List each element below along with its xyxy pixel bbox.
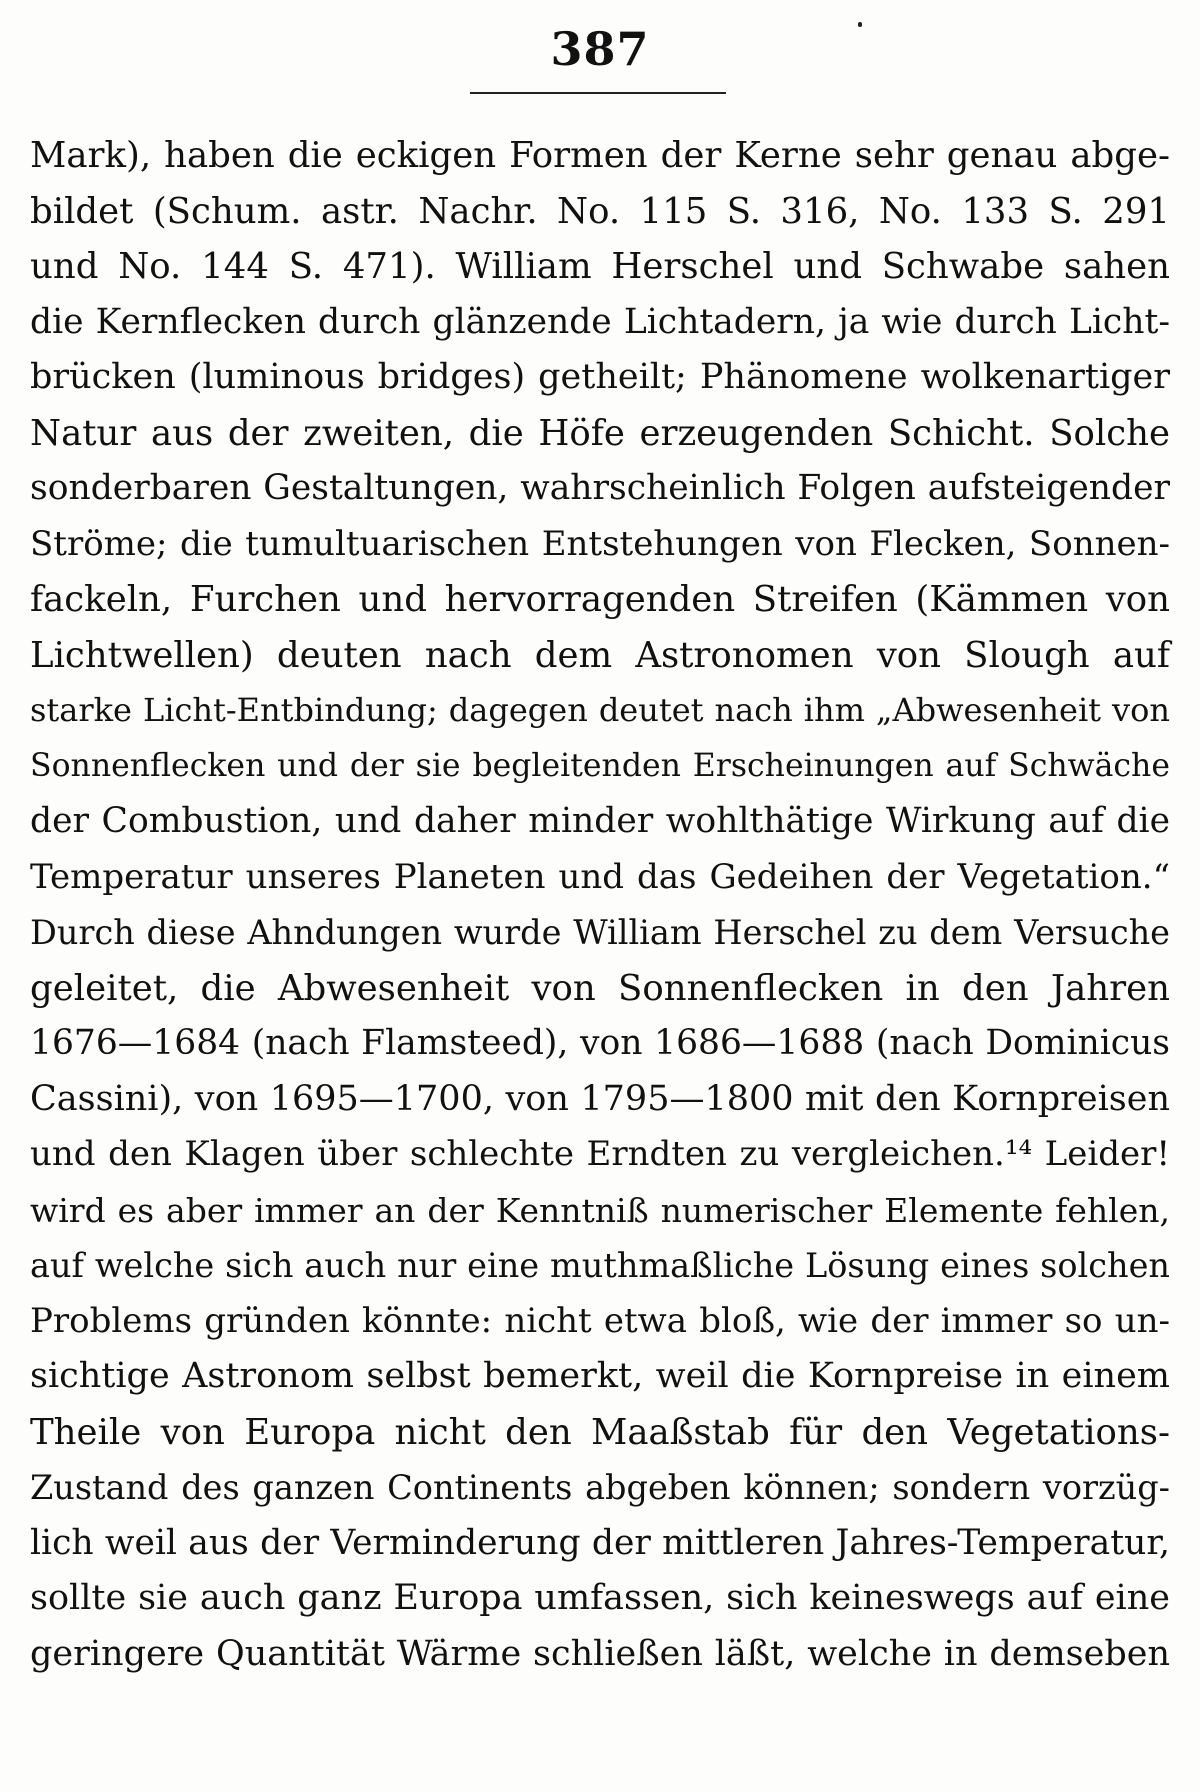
text-line: brücken (luminous bridges) getheilt; Phänomene wolkenartiger bbox=[30, 357, 1170, 397]
text-line: lich weil aus der Verminderung der mittleren Jahres-Temperatur, bbox=[30, 1522, 1170, 1563]
text-line: sollte sie auch ganz Europa umfassen, sich keineswegs auf eine bbox=[30, 1578, 1170, 1618]
text-line: Lichtwellen) deuten nach dem Astronomen von Slough auf bbox=[30, 634, 1170, 676]
text-line: geleitet, die Abwesenheit von Sonnenflecken in den Jahren bbox=[30, 967, 1170, 1009]
text-line: Ströme; die tumultuarischen Entstehungen von Flecken, Sonnen- bbox=[30, 523, 1170, 564]
header-rule bbox=[470, 92, 726, 94]
text-line: 1676—1684 (nach Flamsteed), von 1686—1688 (nach Dominicus bbox=[30, 1023, 1170, 1063]
text-line: Problems gründen könnte: nicht etwa bloß, wie der immer so un- bbox=[30, 1300, 1170, 1341]
text-line: Durch diese Ahndungen wurde William Herschel zu dem Versuche bbox=[30, 913, 1170, 952]
text-line: sonderbaren Gestaltungen, wahrscheinlich Folgen aufsteigender bbox=[30, 468, 1170, 508]
page-number: 387 bbox=[550, 22, 650, 76]
body-text bbox=[30, 128, 1170, 1682]
text-line: und den Klagen über schlechte Erndten zu vergleichen.¹⁴ Leider! bbox=[30, 1134, 1170, 1174]
text-line: auf welche sich auch nur eine muthmaßliche Lösung eines solchen bbox=[30, 1246, 1170, 1285]
text-line: bildet (Schum. astr. Nachr. No. 115 S. 316, No. 133 S. 291 bbox=[30, 190, 1170, 232]
text-line: wird es aber immer an der Kenntniß numerischer Elemente fehlen, bbox=[30, 1190, 1170, 1230]
text-line: Temperatur unseres Planeten und das Gedeihen der Vegetation.“ bbox=[30, 856, 1170, 897]
text-line: geringere Quantität Wärme schließen läßt, welche in demseben bbox=[30, 1633, 1170, 1674]
text-line: Theile von Europa nicht den Maaßstab für den Vegetations- bbox=[30, 1411, 1170, 1453]
text-line: Cassini), von 1695—1700, von 1795—1800 mit den Kornpreisen bbox=[30, 1078, 1170, 1119]
text-line: Natur aus der zweiten, die Höfe erzeugenden Schicht. Solche bbox=[30, 412, 1170, 454]
text-line: der Combustion, und daher minder wohlthätige Wirkung auf die bbox=[30, 801, 1170, 841]
text-line: Sonnenflecken und der sie begleitenden Erscheinungen auf Schwäche bbox=[30, 747, 1170, 784]
text-line: und No. 144 S. 471). William Herschel und Schwabe sahen bbox=[30, 246, 1170, 287]
text-line: sichtige Astronom selbst bemerkt, weil die Kornpreise in einem bbox=[30, 1356, 1170, 1396]
text-line: Mark), haben die eckigen Formen der Kerne sehr genau abge- bbox=[30, 135, 1170, 176]
text-line: Zustand des ganzen Continents abgeben können; sondern vorzüg- bbox=[30, 1468, 1170, 1507]
text-line: die Kernflecken durch glänzende Lichtadern, ja wie durch Licht- bbox=[30, 301, 1170, 342]
text-line: fackeln, Furchen und hervorragenden Streifen (Kämmen von bbox=[30, 579, 1170, 620]
text-line: starke Licht-Entbindung; dagegen deutet nach ihm „Abwesenheit von bbox=[30, 691, 1170, 729]
